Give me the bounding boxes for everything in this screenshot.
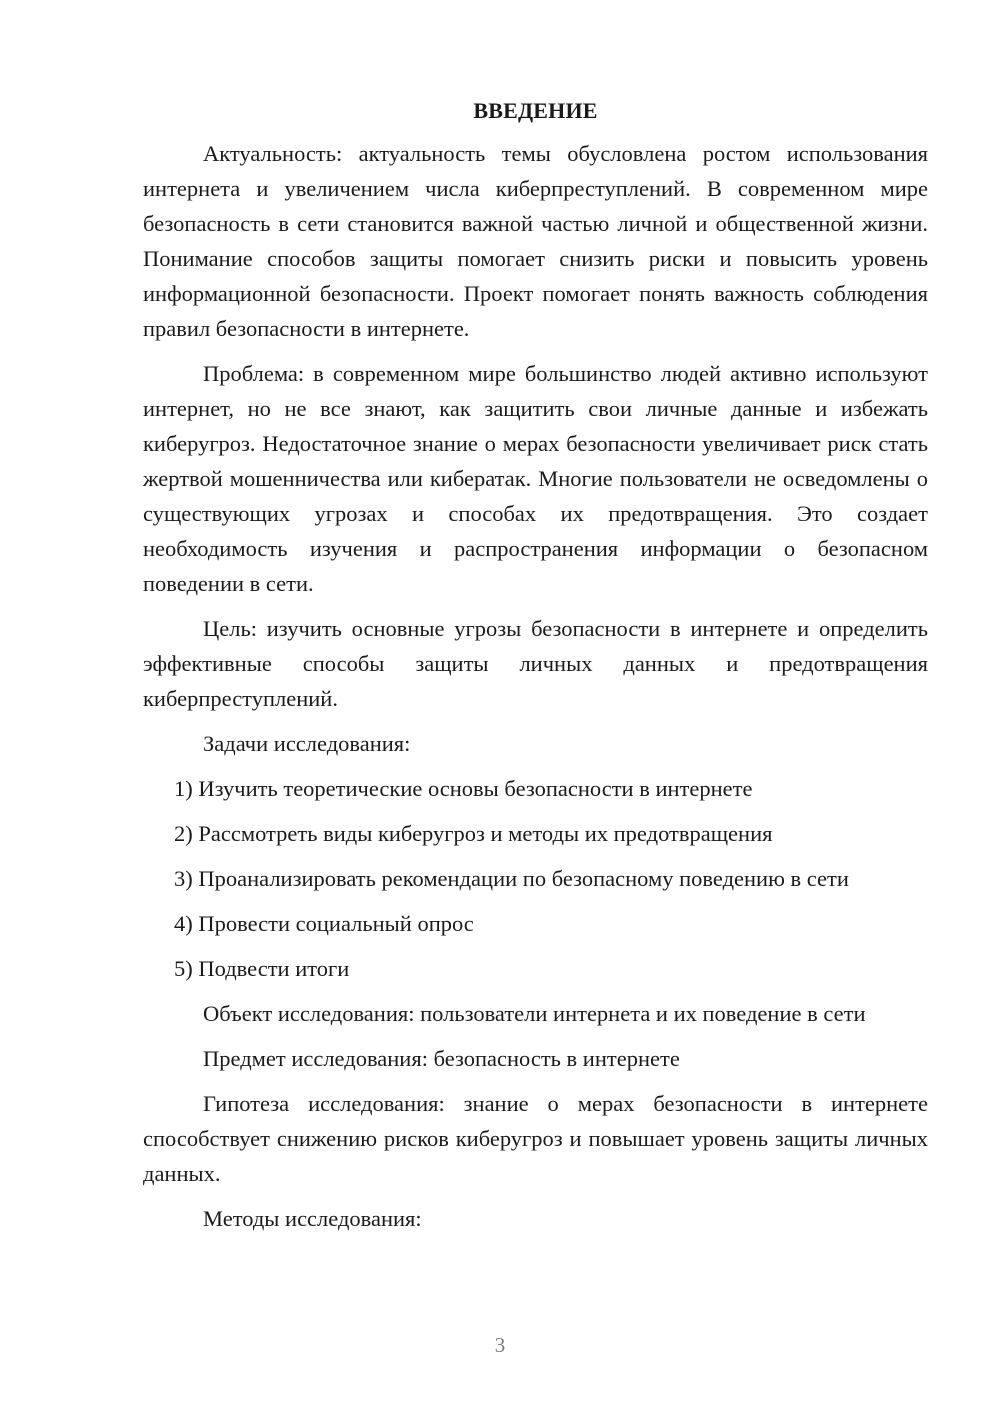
object-paragraph: Объект исследования: пользователи интернета и их поведение в сети bbox=[203, 1001, 866, 1026]
list-item: 2) Рассмотреть виды киберугроз и методы их предотвращения bbox=[174, 821, 773, 846]
list-item: 4) Провести социальный опрос bbox=[174, 911, 474, 936]
list-item: 1) Изучить теоретические основы безопасности в интернете bbox=[174, 776, 753, 801]
page-number: 3 bbox=[494, 1333, 506, 1357]
document-page bbox=[143, 96, 928, 1246]
subject-paragraph: Предмет исследования: безопасность в интернете bbox=[203, 1046, 680, 1071]
goal-paragraph: Цель: изучить основные угрозы безопасности в интернете и определить эффективные способы защиты личных данных и предотвращения киберпреступлений. bbox=[143, 616, 928, 711]
relevance-paragraph: Актуальность: актуальность темы обусловлена ростом использования интернета и увеличением числа киберпреступлений. В современном мире безопасность в сети становится важной частью личной и общественной жизни. Понимание способов защиты помогает снизить риски и повысить уровень информационной безопасности. Проект помогает понять важность соблюдения правил безопасности в интернете. bbox=[143, 141, 928, 341]
hypothesis-paragraph: Гипотеза исследования: знание о мерах безопасности в интернете способствует снижению рисков киберугроз и повышает уровень защиты личных данных. bbox=[143, 1091, 928, 1186]
methods-title: Методы исследования: bbox=[203, 1206, 422, 1231]
list-item: 5) Подвести итоги bbox=[174, 956, 350, 981]
page-title: ВВЕДЕНИЕ bbox=[473, 98, 598, 123]
list-item: 3) Проанализировать рекомендации по безопасному поведению в сети bbox=[174, 866, 849, 891]
problem-paragraph: Проблема: в современном мире большинство людей активно используют интернет, но не все знают, как защитить свои личные данные и избежать киберугроз. Недостаточное знание о мерах безопасности увеличивает риск стать жертвой мошенничества или кибератак. Многие пользователи не осведомлены о существующих угрозах и способах их предотвращения. Это создает необходимость изучения и распространения информации о безопасном поведении в сети. bbox=[143, 361, 928, 596]
tasks-list bbox=[143, 771, 928, 986]
tasks-title: Задачи исследования: bbox=[203, 731, 411, 756]
